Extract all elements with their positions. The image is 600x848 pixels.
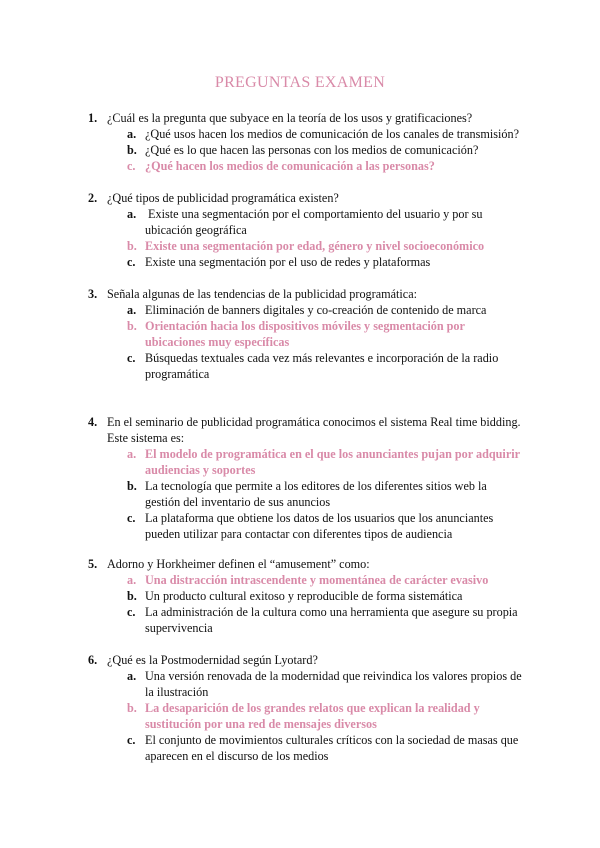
option-letter: b. xyxy=(127,239,137,253)
option-text: Orientación hacia los dispositivos móviles y segmentación por ubicaciones muy específicas xyxy=(145,319,465,349)
option-c xyxy=(0,604,600,636)
question-number: 5. xyxy=(88,557,98,571)
question-text: En el seminario de publicidad programática conocimos el sistema Real time bidding. Este sistema es: xyxy=(107,415,521,445)
option-letter: b. xyxy=(127,319,137,333)
option-letter: b. xyxy=(127,701,137,715)
question-number: 6. xyxy=(88,653,98,667)
option-letter: c. xyxy=(127,351,136,365)
option-text: Búsquedas textuales cada vez más relevantes e incorporación de la radio programática xyxy=(145,351,499,381)
question-text: ¿Cuál es la pregunta que subyace en la teoría de los usos y gratificaciones? xyxy=(107,111,473,125)
option-b xyxy=(0,478,600,510)
option-a xyxy=(0,206,600,238)
option-text: La tecnología que permite a los editores de los diferentes sitios web la gestión del inventario de sus anuncios xyxy=(145,479,487,509)
option-letter: c. xyxy=(127,159,136,173)
question-1 xyxy=(0,110,600,174)
option-c xyxy=(0,350,600,382)
option-b-correct xyxy=(0,318,600,350)
option-letter: b. xyxy=(127,589,137,603)
page-title: PREGUNTAS EXAMEN xyxy=(214,74,386,91)
option-text: ¿Qué usos hacen los medios de comunicación de los canales de transmisión? xyxy=(145,127,519,141)
option-text: La desaparición de los grandes relatos que explican la realidad y sustitución por una red de mensajes diversos xyxy=(145,701,480,731)
option-a-correct xyxy=(0,446,600,478)
option-letter: c. xyxy=(127,255,136,269)
option-c xyxy=(0,254,600,270)
option-text: Existe una segmentación por el comportamiento del usuario y por su ubicación geográfica xyxy=(145,207,486,237)
option-letter: a. xyxy=(127,447,137,461)
option-letter: b. xyxy=(127,143,137,157)
option-text: Existe una segmentación por el uso de redes y plataformas xyxy=(145,255,431,269)
option-letter: a. xyxy=(127,207,137,221)
option-text: Una versión renovada de la modernidad que reivindica los valores propios de la ilustración xyxy=(145,669,522,699)
option-text: Eliminación de banners digitales y co-creación de contenido de marca xyxy=(145,303,487,317)
option-b-correct xyxy=(0,238,600,254)
option-letter: c. xyxy=(127,605,136,619)
option-text: El modelo de programática en el que los anunciantes pujan por adquirir audiencias y soportes xyxy=(145,447,520,477)
option-text: El conjunto de movimientos culturales críticos con la sociedad de masas que aparecen en el discurso de los medios xyxy=(145,733,519,763)
option-b xyxy=(0,142,600,158)
option-text: Un producto cultural exitoso y reproducible de forma sistemática xyxy=(145,589,463,603)
option-a xyxy=(0,126,600,142)
option-c xyxy=(0,732,600,764)
option-letter: a. xyxy=(127,127,137,141)
question-text: ¿Qué tipos de publicidad programática existen? xyxy=(107,191,339,205)
question-number: 4. xyxy=(88,415,98,429)
question-text: ¿Qué es la Postmodernidad según Lyotard? xyxy=(107,653,318,667)
option-letter: c. xyxy=(127,511,136,525)
option-b-correct xyxy=(0,700,600,732)
option-b xyxy=(0,588,600,604)
question-number: 3. xyxy=(88,287,98,301)
option-text: Existe una segmentación por edad, género y nivel socioeconómico xyxy=(145,239,485,253)
question-number: 2. xyxy=(88,191,98,205)
question-3 xyxy=(0,286,600,382)
question-number: 1. xyxy=(88,111,98,125)
question-text: Señala algunas de las tendencias de la publicidad programática: xyxy=(107,287,417,301)
option-letter: a. xyxy=(127,303,137,317)
question-2 xyxy=(0,190,600,270)
option-text: La plataforma que obtiene los datos de los usuarios que los anunciantes pueden utilizar para contactar con diferentes tipos de audiencia xyxy=(145,511,494,541)
option-letter: c. xyxy=(127,733,136,747)
option-a xyxy=(0,302,600,318)
option-letter: a. xyxy=(127,669,137,683)
option-c xyxy=(0,510,600,542)
question-6 xyxy=(0,652,600,764)
option-text: ¿Qué es lo que hacen las personas con los medios de comunicación? xyxy=(145,143,479,157)
option-letter: b. xyxy=(127,479,137,493)
option-a-correct xyxy=(0,572,600,588)
option-text: La administración de la cultura como una herramienta que asegure su propia supervivencia xyxy=(145,605,518,635)
option-text: ¿Qué hacen los medios de comunicación a las personas? xyxy=(145,159,435,173)
option-a xyxy=(0,668,600,700)
option-c-correct xyxy=(0,158,600,174)
question-5 xyxy=(0,556,600,636)
option-text: Una distracción intrascendente y momentánea de carácter evasivo xyxy=(145,573,489,587)
question-4 xyxy=(0,414,600,542)
option-letter: a. xyxy=(127,573,137,587)
question-text: Adorno y Horkheimer definen el “amusement” como: xyxy=(107,557,370,571)
